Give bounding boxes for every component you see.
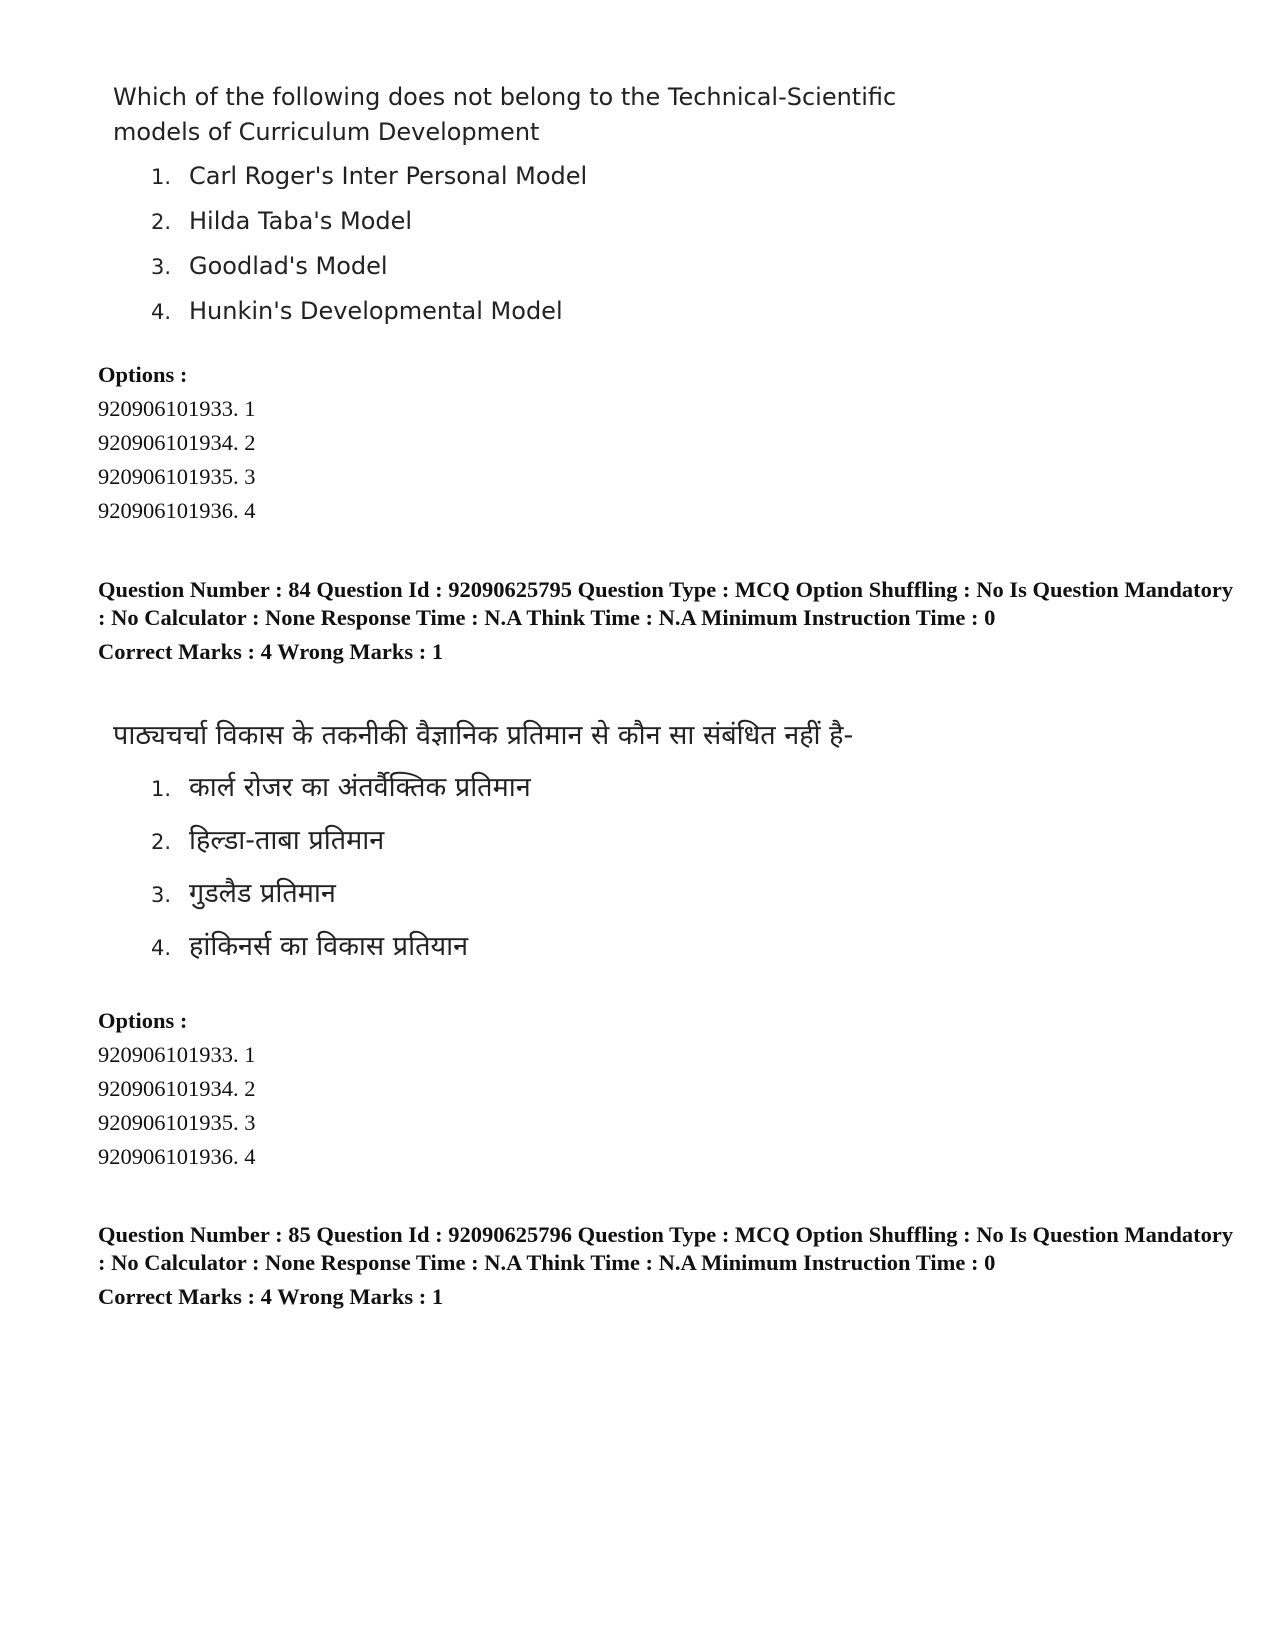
choice-number: 2.	[151, 830, 172, 854]
choice-number: 4.	[151, 300, 172, 324]
question-marks: Correct Marks : 4 Wrong Marks : 1	[98, 1284, 444, 1309]
choice-number: 4.	[151, 936, 172, 960]
option-id: 920906101935. 3	[98, 464, 256, 489]
question-image-hindi	[113, 718, 853, 979]
option-id: 920906101936. 4	[98, 1144, 256, 1169]
choice-item	[113, 252, 943, 297]
choice-item	[113, 207, 943, 252]
question-meta: Question Number : 84 Question Id : 92090625795 Question Type : MCQ Option Shuffling : No Is Question Mandatory : No Calculator : None Response Time : N.A Think Time : N.A Minimum Instruction Time : 0	[98, 577, 1234, 630]
option-id: 920906101933. 1	[98, 396, 256, 421]
choice-number: 3.	[151, 883, 172, 907]
question-image-english	[113, 80, 943, 342]
option-id: 920906101934. 2	[98, 1076, 256, 1101]
options-label: Options :	[98, 362, 188, 387]
question-marks: Correct Marks : 4 Wrong Marks : 1	[98, 639, 444, 664]
choice-text: हांकिनर्स का विकास प्रतियान	[189, 931, 469, 962]
choice-item	[113, 297, 943, 342]
option-id: 920906101934. 2	[98, 430, 256, 455]
choice-number: 1.	[151, 165, 172, 189]
choice-list	[113, 162, 943, 342]
option-id: 920906101935. 3	[98, 1110, 256, 1135]
choice-number: 1.	[151, 777, 172, 801]
choice-number: 3.	[151, 255, 172, 279]
choice-item	[113, 873, 853, 926]
choice-item	[113, 820, 853, 873]
option-id: 920906101933. 1	[98, 1042, 256, 1067]
question-stem: पाठ्यचर्चा विकास के तकनीकी वैज्ञानिक प्रतिमान से कौन सा संबंधित नहीं है-	[113, 720, 854, 751]
choice-item	[113, 767, 853, 820]
choice-text: कार्ल रोजर का अंतर्वैक्तिक प्रतिमान	[189, 772, 531, 803]
choice-text: Carl Roger's Inter Personal Model	[189, 162, 588, 190]
choice-text: Goodlad's Model	[189, 252, 388, 280]
options-label: Options :	[98, 1008, 188, 1033]
question-meta: Question Number : 85 Question Id : 92090625796 Question Type : MCQ Option Shuffling : No Is Question Mandatory : No Calculator : None Response Time : N.A Think Time : N.A Minimum Instruction Time : 0	[98, 1222, 1234, 1275]
choice-list	[113, 767, 853, 979]
question-meta-block	[98, 576, 1235, 666]
question-meta-block	[98, 1221, 1235, 1311]
choice-text: Hunkin's Developmental Model	[189, 297, 563, 325]
choice-text: गुडलैड प्रतिमान	[189, 878, 336, 909]
question-stem: Which of the following does not belong to the Technical-Scientific models of Curriculum Development	[113, 83, 897, 146]
option-id: 920906101936. 4	[98, 498, 256, 523]
choice-item	[113, 162, 943, 207]
options-block	[98, 358, 1235, 528]
choice-text: Hilda Taba's Model	[189, 207, 413, 235]
choice-item	[113, 926, 853, 979]
choice-text: हिल्डा-ताबा प्रतिमान	[189, 825, 385, 856]
choice-number: 2.	[151, 210, 172, 234]
options-block	[98, 1004, 1235, 1174]
